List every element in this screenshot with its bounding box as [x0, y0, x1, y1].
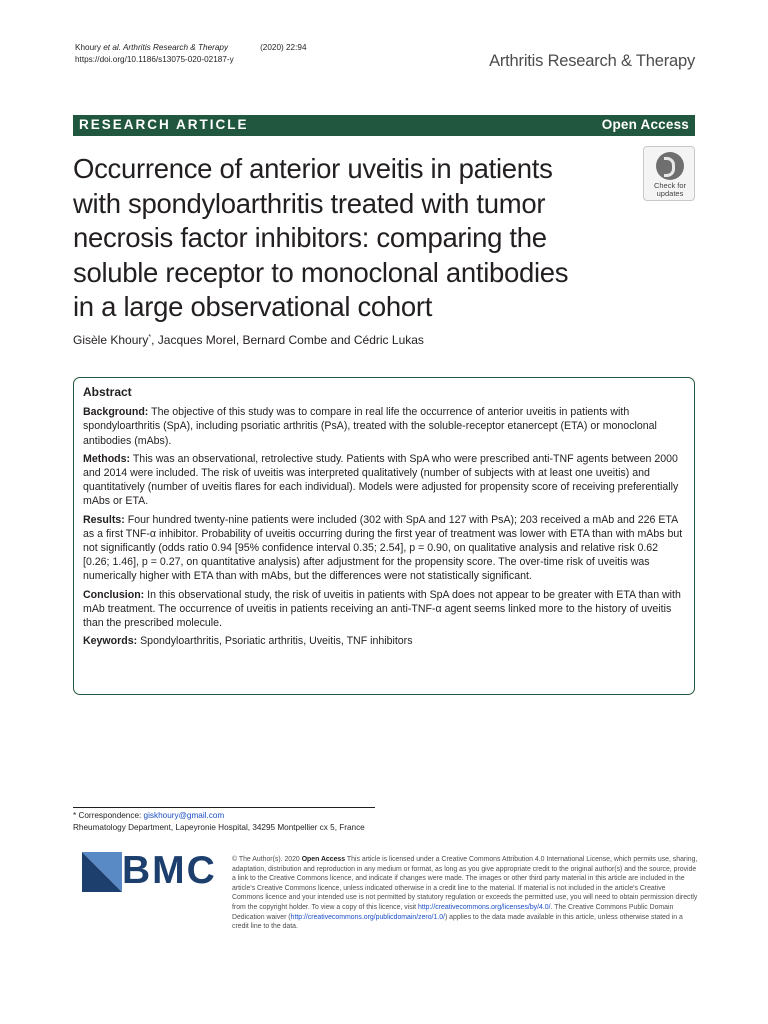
keywords-label: Keywords: [83, 635, 138, 648]
license-part-2: This article is licensed under a Creative Commons Attribution 4.0 International License, which permits use, sharing, adaptation, distribution and reproduction in any medium or format, as long as you give appropriate credit to the original author(s) and the source, provide a link to the Creative Commons licence, and indicate if changes were made. The images or other third party material in this article are included in the article's Creative Commons licence, unless indicated otherwise in a credit line to the material. If material is not included in the article's Creative Commons licence and your intended use is not permitted by statutory regulation or exceeds the permitted use, you will need to obtain permission directly from the copyright holder. To view a copy of this licence, visit [232, 856, 698, 911]
author-first: Gisèle Khoury [73, 333, 149, 347]
bmc-logo-text: BMC [122, 849, 217, 892]
title-line: necrosis factor inhibitors: comparing the [73, 222, 547, 253]
license-part-1: © The Author(s). 2020 [232, 856, 302, 863]
keywords-text: Spondyloarthritis, Psoriatic arthritis, Uveitis, TNF inhibitors [137, 635, 413, 648]
license-part-3: . The Creative Commons Public Domain Dedication waiver ( [232, 903, 674, 921]
methods-label: Methods: [83, 452, 131, 465]
license-part-4: ) applies to the data made available in this article, unless otherwise stated in a credit line to the data. [232, 913, 683, 931]
article-title [73, 152, 633, 325]
license-link-cc0[interactable]: http://creativecommons.org/publicdomain/zero/1.0/ [290, 913, 445, 921]
conclusion-text: In this observational study, the risk of uveitis in patients with SpA does not appear to be greater with ETA than with mAb treatment. The occurrence of uveitis in patients receiving an anti-TNF-α agent seems linked more to the history of uveitis than the prescribed molecule. [83, 588, 681, 630]
citation-year: (2020) 22:94 [260, 43, 307, 52]
refresh-icon [656, 152, 684, 180]
results-text: Four hundred twenty-nine patients were included (302 with SpA and 127 with PsA); 203 received a mAb and 226 ETA as a first TNF-α inhibitor. Probability of uveitis occurring during the first year of treatment was lower with ETA than with mAbs but not significantly (odds ratio 0.94 [95% confidence interval 0.35; 2.54], p = 0.90, on qualitative analysis and relative risk 0.62 [0.26; 1.46], p = 0.27, on quantitative analysis) after adjustment for the propensity score. The over-time risk of uveitis was numerically higher with ETA than with mAbs, but the differences were not statistically significant. [83, 513, 683, 583]
results-label: Results: [83, 513, 125, 526]
correspondence-label: * Correspondence: [73, 811, 144, 820]
title-line: with spondyloarthritis treated with tumor [73, 187, 546, 219]
title-line: in a large observational cohort [73, 291, 433, 322]
open-access-label: Open Access [601, 117, 689, 132]
abstract-heading: Abstract [83, 385, 132, 399]
methods-text: This was an observational, retrolective study. Patients with SpA who were prescribed anti-TNF agents between 2000 and 2014 were included. The risk of uveitis was interpreted qualitatively (number of subjects with at least one uveitis) and quantitatively (number of uveitis flares for each individual). Models were adjusted for propensity score of receiving preferentially mAbs or ETA. [83, 452, 679, 508]
citation-authors: Khoury [75, 43, 104, 52]
abstract-background [83, 405, 686, 448]
bmc-logo [82, 849, 222, 892]
citation-line [75, 42, 307, 54]
author-rest: , Jacques Morel, Bernard Combe and Cédric Lukas [151, 333, 424, 347]
license-open-access: Open Access [301, 856, 346, 863]
author-list [73, 333, 424, 347]
article-type: RESEARCH ARTICLE [79, 117, 249, 132]
footnote-divider [73, 807, 375, 808]
abstract-conclusion [83, 588, 686, 631]
corresponding-mark: * [148, 334, 152, 341]
conclusion-label: Conclusion: [83, 588, 145, 601]
abstract-box [73, 377, 695, 695]
check-for-updates-button[interactable] [643, 146, 695, 201]
correspondence-footnote [73, 810, 383, 833]
badge-line-1: Check for [653, 181, 687, 190]
abstract-results [83, 513, 686, 584]
affiliation: Rheumatology Department, Lapeyronie Hospital, 34295 Montpellier cx 5, France [73, 822, 365, 832]
article-banner [73, 115, 695, 136]
background-label: Background: [83, 406, 149, 419]
license-link-cc-by[interactable]: http://creativecommons.org/licenses/by/4.0/ [418, 903, 551, 911]
abstract-keywords [83, 634, 686, 648]
title-line: Occurrence of anterior uveitis in patients [73, 153, 553, 184]
title-line: soluble receptor to monoclonal antibodies [73, 256, 569, 288]
badge-line-2: updates [656, 189, 684, 198]
bmc-logo-mark-icon [82, 852, 122, 892]
citation-journal: et al. Arthritis Research & Therapy [103, 43, 229, 52]
license-text [232, 855, 698, 932]
background-text: The objective of this study was to compare in real life the occurrence of anterior uveitis in patients with spondyloarthritis (SpA), including psoriatic arthritis (PsA), treated with the soluble-receptor etanercept (ETA) or monoclonal antibodies (mAbs). [83, 406, 657, 447]
doi-link[interactable]: https://doi.org/10.1186/s13075-020-02187-y [75, 55, 234, 64]
abstract-methods [83, 452, 686, 509]
correspondence-email-link[interactable]: giskhoury@gmail.com [143, 811, 225, 820]
journal-name: Arthritis Research & Therapy [489, 52, 695, 70]
running-header [75, 42, 307, 66]
